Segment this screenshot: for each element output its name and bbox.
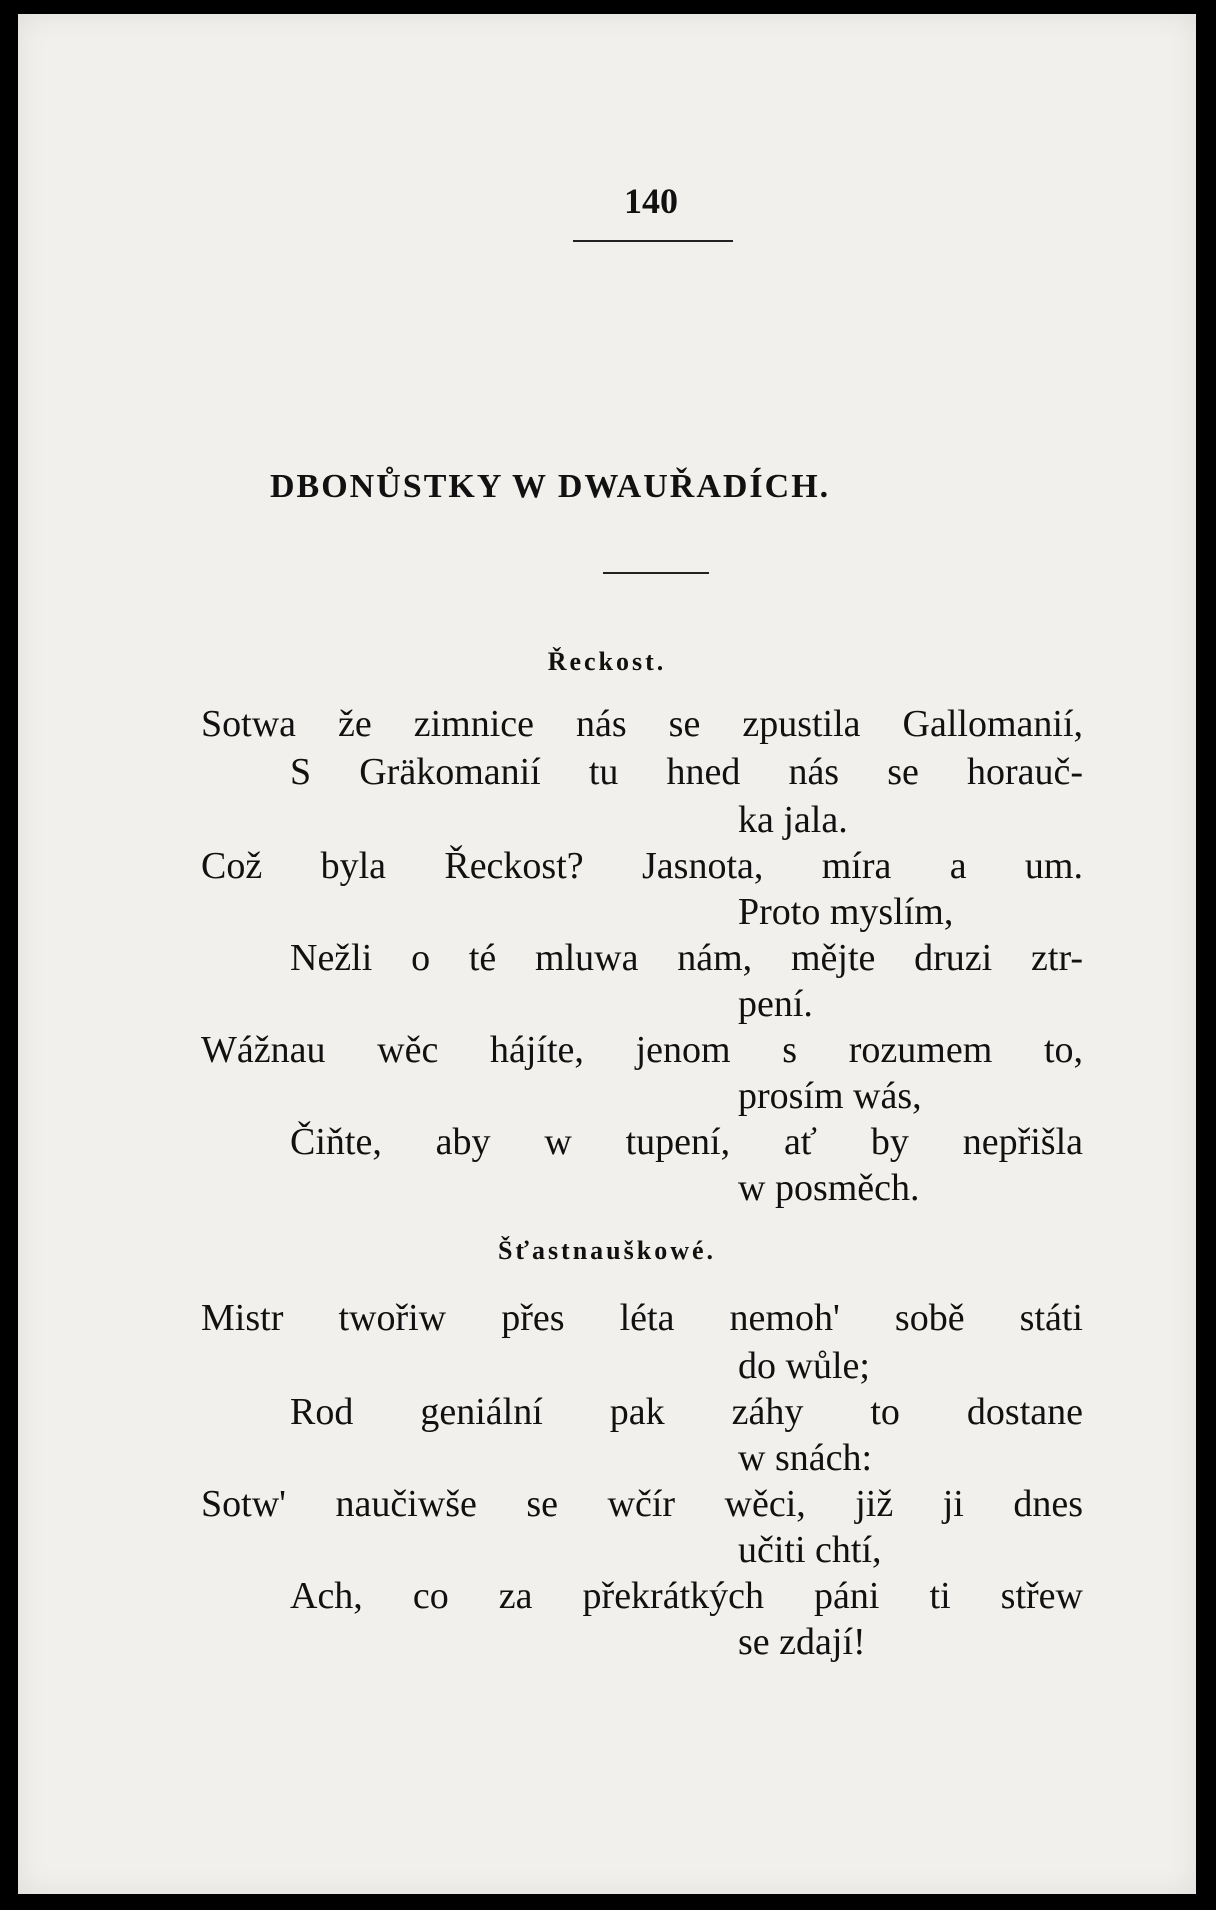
poem-line: Ach, co za překrátkých páni ti střew [290, 1575, 1083, 1617]
page-number: 140 [624, 181, 678, 221]
poem-line: Což byla Řeckost? Jasnota, míra a um. [201, 845, 1083, 887]
poem-line: se zdají! [738, 1621, 866, 1663]
poem-title: Šťastnauškowé. [497, 1236, 717, 1265]
poem-line: Sotw' naučiwše se wčír wěci, již ji dnes [201, 1483, 1083, 1525]
title-rule [603, 572, 709, 574]
poem-line: w snách: [738, 1437, 873, 1479]
poem-line: učiti chtí, [738, 1529, 882, 1571]
poem-line: ka jala. [738, 799, 848, 841]
poem-line: Nežli o té mluwa nám, mějte druzi ztr- [290, 937, 1083, 979]
poem-line: Čiňte, aby w tupení, ať by nepřišla [290, 1121, 1083, 1163]
poem-line: Proto myslím, [738, 891, 954, 933]
poem-line: S Gräkomanií tu hned nás se horauč- [290, 751, 1083, 793]
poem-line: Wážnau wěc hájíte, jenom s rozumem to, [201, 1029, 1083, 1071]
poem-title: Řeckost. [547, 647, 667, 676]
book-page [18, 14, 1196, 1894]
top-rule [573, 240, 733, 242]
poem-line: w posměch. [738, 1167, 920, 1209]
section-title: DBONŮSTKY W DWAUŘADÍCH. [270, 468, 831, 505]
poem-line: Mistr twořiw přes léta nemoh' sobě státi [201, 1297, 1083, 1339]
poem-line: do wůle; [738, 1345, 870, 1387]
poem-line: Rod geniální pak záhy to dostane [290, 1391, 1083, 1433]
poem-line: prosím wás, [738, 1075, 922, 1117]
poem-line: pení. [738, 983, 813, 1025]
poem-line: Sotwa že zimnice nás se zpustila Gallomanií, [201, 703, 1083, 745]
